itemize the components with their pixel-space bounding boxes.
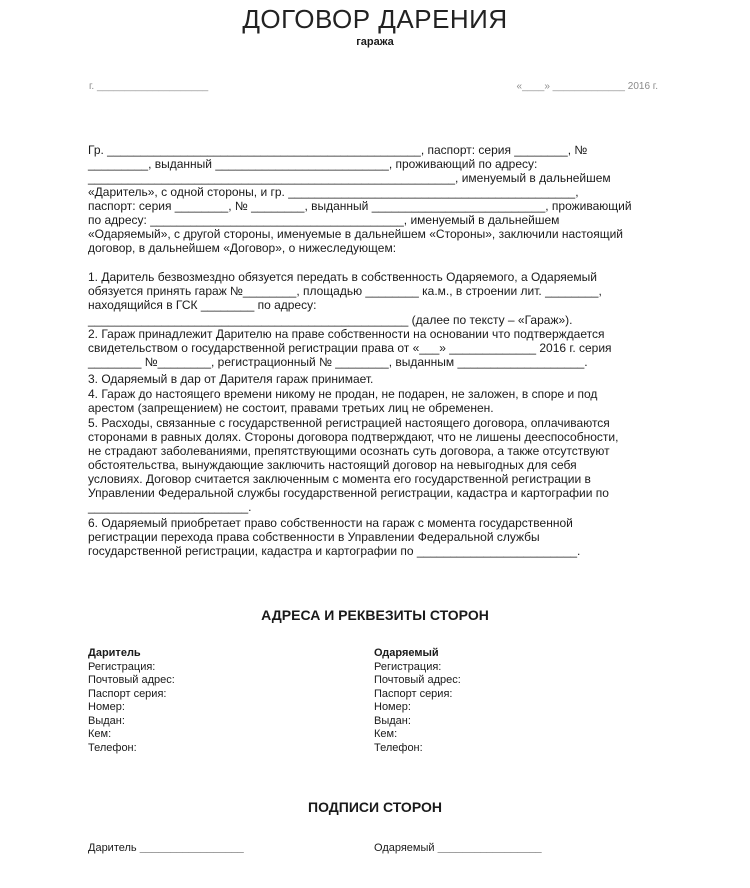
date-line: «____» _____________ 2016 г. bbox=[516, 81, 658, 92]
body-line: паспорт: серия ________, № ________, выданный __________________________, проживающий bbox=[88, 199, 632, 213]
body-line: _________, выданный __________________________, проживающий по адресу: bbox=[88, 157, 538, 171]
donee-field: Кем: bbox=[374, 728, 398, 740]
body-line: «Даритель», с одной стороны, и гр. ___________________________________________, bbox=[88, 185, 579, 199]
body-line: свидетельством о государственной регистрации права от «___» _____________ 2016 г. серия bbox=[88, 341, 612, 355]
body-line: договор, в дальнейшем «Договор», о нижеследующем: bbox=[88, 241, 397, 255]
donee-field: Почтовый адрес: bbox=[374, 674, 461, 686]
body-line: 3. Одаряемый в дар от Дарителя гараж принимает. bbox=[88, 372, 374, 386]
body-line: арестом (запрещением) не состоит, правами третьих лиц не обременен. bbox=[88, 401, 494, 415]
donor-heading: Даритель bbox=[88, 647, 141, 659]
body-line: 2. Гараж принадлежит Дарителю на праве собственности на основании что подтверждается bbox=[88, 327, 605, 341]
body-line: 1. Даритель безвозмездно обязуется передать в собственность Одаряемого, а Одаряемый bbox=[88, 270, 597, 284]
donor-field: Телефон: bbox=[88, 741, 137, 754]
donor-requisites bbox=[88, 647, 175, 755]
donee-signature-line: _________________ bbox=[437, 842, 542, 854]
donee-field: Паспорт серия: bbox=[374, 687, 453, 700]
body-line: обязуется принять гараж №________, площадью ________ ка.м., в строении лит. ________, bbox=[88, 284, 602, 298]
body-line: государственной регистрации, кадастра и картографии по ________________________. bbox=[88, 544, 581, 558]
body-line: условиях. Договор считается заключенным с момента его государственной регистрации в bbox=[88, 472, 591, 486]
body-line: не страдают заболеваниями, препятствующими осознать суть договора, а также отсутствуют bbox=[88, 444, 610, 458]
body-line: 4. Гараж до настоящего времени никому не продан, не подарен, не заложен, в споре и под bbox=[88, 387, 598, 401]
body-line: ________________________. bbox=[88, 500, 252, 514]
document-subtitle: гаража bbox=[356, 36, 394, 48]
donee-field: Регистрация: bbox=[374, 660, 442, 673]
donor-field: Номер: bbox=[88, 701, 125, 713]
body-line: сторонами в равных долях. Стороны договора подтверждают, что не лишены дееспособности, bbox=[88, 430, 619, 444]
body-line: регистрации перехода права собственности в Управлении Федеральной службы bbox=[88, 530, 540, 544]
donor-field: Выдан: bbox=[88, 714, 125, 727]
donor-field: Регистрация: bbox=[88, 660, 156, 673]
requisites-title: АДРЕСА И РЕКВЕЗИТЫ СТОРОН bbox=[261, 607, 489, 623]
signatures-title: ПОДПИСИ СТОРОН bbox=[308, 799, 442, 815]
body-line: ________ №________, регистрационный № ________, выданным ___________________. bbox=[88, 355, 588, 369]
donor-field: Почтовый адрес: bbox=[88, 674, 175, 686]
donor-signature-line: _________________ bbox=[139, 842, 244, 854]
body-line: по адресу: ______________________________________, именуемый в дальнейшем bbox=[88, 213, 560, 227]
donee-signature-label: Одаряемый bbox=[374, 842, 435, 854]
body-line: 6. Одаряемый приобретает право собственности на гараж с момента государственной bbox=[88, 516, 573, 530]
donee-heading: Одаряемый bbox=[374, 647, 439, 659]
donee-field: Выдан: bbox=[374, 714, 411, 727]
city-line: г. ____________________ bbox=[89, 81, 209, 92]
body-line: Управлении Федеральной службы государственной регистрации, кадастра и картографии по bbox=[88, 486, 609, 500]
donee-field: Телефон: bbox=[374, 741, 423, 754]
body-line: Гр. _______________________________________________, паспорт: серия ________, № bbox=[88, 143, 588, 157]
body-line: ________________________________________________ (далее по тексту – «Гараж»). bbox=[88, 313, 573, 327]
donor-field: Кем: bbox=[88, 728, 112, 740]
donor-signature-label: Даритель bbox=[88, 842, 137, 854]
document-title: ДОГОВОР ДАРЕНИЯ bbox=[242, 4, 508, 34]
body-line: _______________________________________________________, именуемый в дальнейшем bbox=[88, 171, 611, 185]
body-line: находящийся в ГСК ________ по адресу: bbox=[88, 298, 317, 312]
body-line: 5. Расходы, связанные с государственной регистрацией настоящего договора, оплачиваются bbox=[88, 416, 610, 430]
body-line: обстоятельства, вынуждающие заключить настоящий договор на невыгодных для себя bbox=[88, 458, 577, 472]
donor-signature bbox=[88, 842, 244, 854]
donee-requisites bbox=[374, 647, 461, 755]
donor-field: Паспорт серия: bbox=[88, 687, 167, 700]
body-line: «Одаряемый», с другой стороны, именуемые в дальнейшем «Стороны», заключили настоящий bbox=[88, 227, 623, 241]
donee-field: Номер: bbox=[374, 701, 411, 713]
donee-signature bbox=[374, 842, 542, 854]
